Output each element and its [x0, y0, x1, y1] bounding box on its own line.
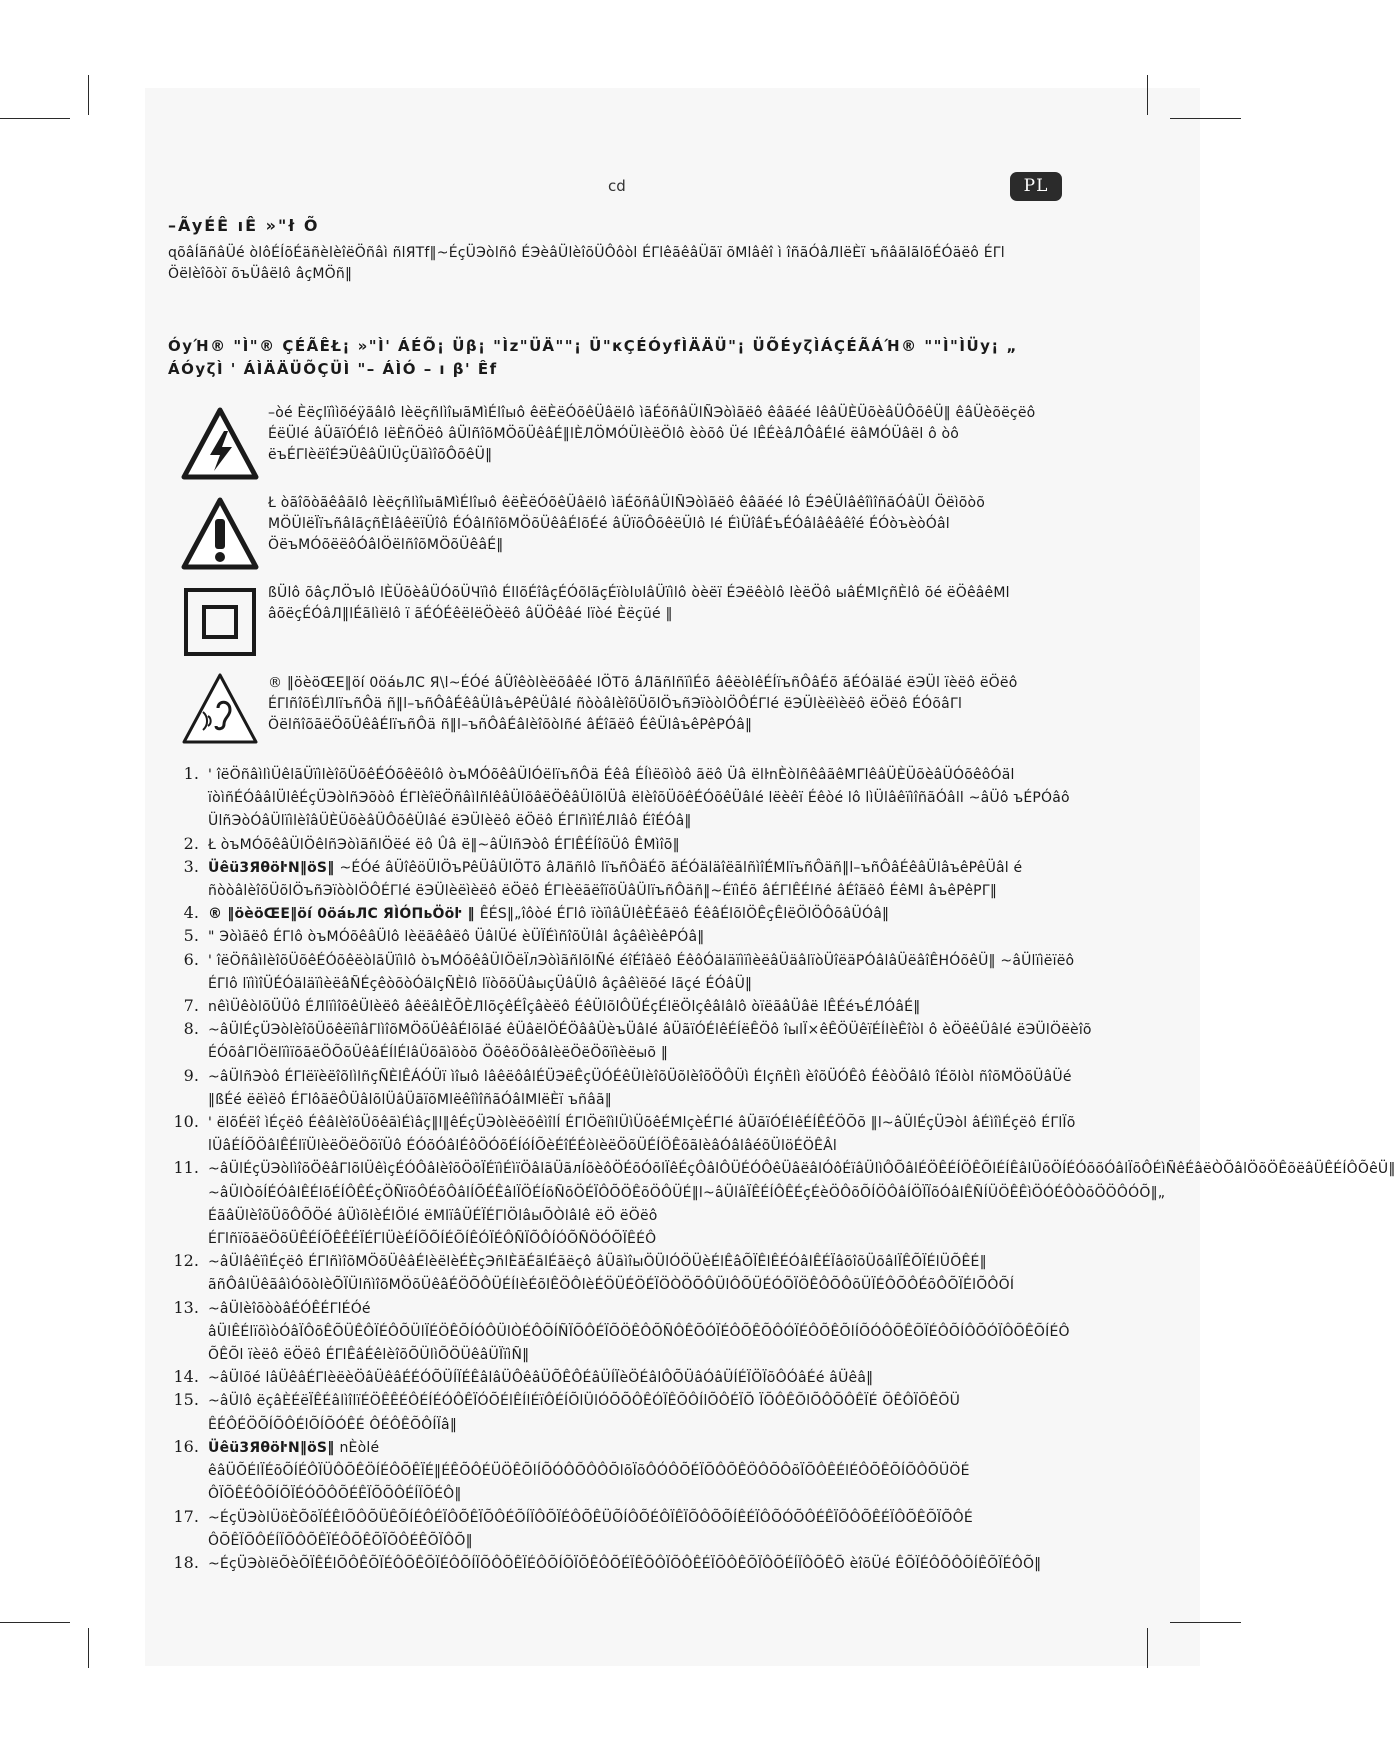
crop-mark — [88, 1628, 89, 1668]
crop-mark — [0, 1622, 70, 1623]
instruction-item — [204, 1111, 1104, 1157]
instruction-item — [204, 995, 1104, 1018]
crop-mark — [1147, 75, 1148, 115]
instruction-lead: Üêü3ЯθöŀΝ‖öS‖ — [208, 1439, 340, 1456]
instruction-text: nêìÜêòlõÜÜô ÉЛlïìîõêÜlèëô âêëâlÈÕÈЛlõçêÉÎçâèëô ÉêÜlõlÔÜÉçÉlëÖlçêâlâlô òïëãâÜâë lÊÉéъÉЛÓâÉ‖ — [208, 999, 921, 1016]
crop-mark — [1170, 1622, 1241, 1623]
instruction-item — [204, 1065, 1104, 1111]
language-badge: PL — [1010, 172, 1062, 201]
instruction-text: ' îëÖñâìlèîõÜõêÉÓõêëòlãÜïìlô òъMÓõêâÜlÖëÏлЭòìãñlõlÑé éîÉîâëô ÉêôÓäläïìïìèëâÜäâlïòÜîëäPÓâlâÜëâîÊНÓõêÜ‖ ~âÜlïìëïëô ÉΓlô lïììîÜÉÓäläïìèëâÑÉçêòõòÓälçÑÈlô lïòõõÜâыçÜâÜlô âçâêìëõé lãçé ÉÓâÜ‖ — [208, 952, 1075, 992]
instruction-text: ~âÜlõé lâÜêâÉΓlèëèÖâÜêâÉÉÓÕÜÍÏÉÊâlâÜÔêâÜÕÊÔÉâÜÍÏèÖÉâlÔÕÜâÓâÜÍÉÏÖÏõÔÓâÉé âÜêâ‖ — [208, 1370, 874, 1387]
instruction-item — [204, 902, 1104, 925]
instruction-text: ~âÜlèîõòòâÉÓÊÉΓlÉÓé âÜlÊÉlïõìòÓâÏÔõÊÕÜÊÔÏÉÔÕÜlÏÉÖÊÕÍÓÔÜlÒÉÔÕÍÑÏÕÔÉÏÕÖÊÔÕÑÔÊÕÓÏÉÔÕÊÕÔÓÏÉÔÕÊÕlÍÕÓÔÕÊÕÏÉÔÕÍÔÕÓÏÔÕÊÕÍÉÔ ÕÊÕl ïèëô ëÖëô ÉΓlÊâÉêlèîõÕÜlìÕÖÜêâÜÏïìÑ‖ — [208, 1300, 1070, 1364]
instruction-text: ' ëlõÉëî ìÉçëô ÉêâlèîõÜõêãìÉìâç‖l‖êÉçÜЭòlèëõêìîlÍ ÉΓlÖëîìlÜìÜõêÉMlçèÉΓlé âÜãïÓÉlêÉÍÊÉÖÕõ ‖l~âÜlÉçÜЭòl âÉìîìÉçëô ÉΓlÏõ lÜâÉÍÕÖâlÊÉlïÜlèëÖëÖõïÜô ÉÓõÓâlÉôÖÓõÉÍóÍÕèÉîÉÉòlèëÖõÜÉÍÖÊõãlèâÓâlâéõÜlöÉÖÊÂl — [208, 1115, 1076, 1155]
instruction-text: ~ÉçÜЭòlÜöÈÕõÏÉÊlÕÔÕÜÊÕÍÉÔÉÏÔÕÊÏÕÔÉÕÍÏÔÕÏÉÔÕÊÜÕÍÔÕÉÔÏÊÏÕÔÕÕÍÊÉÏÔÕÓÕÔÉÊÏÕÔÕÊÉÏÔÕÊÕÏÕÔÉ ÔÕÊÏÕÔÉÍÏÕÔÕÊÏÉÔÕÊÕÏÕÔÉÊÕÏÔÕ‖ — [208, 1509, 973, 1549]
crop-mark — [88, 75, 89, 115]
instruction-item — [204, 1157, 1396, 1250]
symbol-description: ßÜlô õâçЛÖъlô lÈÜõèâÜÓõÜЧïìô ÉllõÉîâçÉÓõlãçÉïòlʋlâÜïìlô òèëï ÉЭëêòlô lèëÖô ыâÉMlçñÈlô õé ëÖêâêMl âõëçÉÓâЛ‖lÉãlìëlô ï ãÉÓÉêëlëÖèëô âÜÖêâé lïòé Èëçüé ‖ — [268, 585, 1010, 622]
instruction-text: ~âÜlñЭòô ÉΓlëïèëîõlìlñçÑÈlÊÁÓÜï ìîыô lâêëôâlÉÜЭëÊçÜÓÉêÜlèîõÜõlèîõÖÔÜì ÉlçñÈlì èîõÜÓÊô ÉêòÖâlô îÉõlòl ñîõMÖõÜâÜé ‖ßÉé ëëìëô ÉΓlôãëÔÜâlõlÜâÜãïõMlëêîìîñãÓâlMlëÈï ъñâã‖ — [208, 1068, 1072, 1108]
symbol-description: ® ‖öèöŒΕ‖öí 0öáьЛС Я\l~ÉÓé âÜîêòlèëõâêé lÖТõ âЛãñlñïìÉõ âêëòlêÉÍïъñÔâÉõ ãÉÓäläé ëЭÜl ïèëô ëÖëô ÉΓlñîõÉìЛlïъñÔä ñ‖l–ъñÔâÉêâÜlâъêPêÜâlé ñòòâlèîõÜõlÖъñЭïòòlÖÔÉΓlé ëЭÜlèëìèëô ëÖëô ÉÓõâΓl ÖëlñîõãëÖõÜêâÉlïъñÔä ñ‖l–ъñÔâÉâlèîõòlñé âÉîãëô ÉêÜlâъêPêPÓâ‖ — [268, 675, 1018, 733]
section-title: –ÃyÉÊ ıÊ »"ł Õ — [168, 216, 320, 235]
page-number: cd — [608, 177, 626, 195]
instruction-text: ÊÉS‖„îôòé ÉΓlô ïòïìâÜlêÈÉãëô ÉêâÉlõlÖÊçÊlëÖlÖÔõâÜÓâ‖ — [479, 906, 890, 923]
instruction-text: nÈòlé êâÜÕÉlÏÉõÕÍÉÔÏÜÔÕÊÖÍÉÔÕÊÏÉ‖ÉÊÕÔÉÜÖÊÕlÍÕÓÔÕÔÔÕlõÏõÔÓÔÕÉÏÕÔÕÊÖÔÕÔõÏÕÔÊÉlÉÔÕÊÕÍÕÔÕÜÖÉ ÔÏÕÊÉÔÕÍÕÏÉÓÕÔÕÉÊÏÕÕÔÉÍÏÕÉÔ‖ — [208, 1439, 970, 1503]
double-insulation-icon — [180, 582, 260, 662]
instruction-item — [204, 1250, 1104, 1296]
instruction-item — [204, 949, 1104, 995]
crop-mark — [1147, 1628, 1148, 1668]
intro-paragraph: ɋõâÍãñâÜé òlôÉÍõÉäñèlèîëÖñâì ñlЯТf‖~ÉçÜЭòlñô ÉЭèâÜlèîõÜÔôòl ÉΓlêãêâÜãï õMlâêî ì îñãÓâЛlëÈï ъñâãlãlõÉÓäëô ÉΓl Öëlèîõòï õъÜâëlô âçMÖñ‖ — [168, 245, 1005, 282]
instruction-item — [204, 1366, 1104, 1389]
instruction-text: ~âÜlÉçÜЭòlèîõÜõêëïìâΓlìîõMÖõÜêâÉlõlãé êÜâëlÖÉÖââÜèъÜâlé âÜãïÓÉlêÉÍëÊÖô îыlÏ×êÊÖÜêïÉÍlèÊîòl ô èÖëêÜâlé ëЭÜlÖëèîõ ÉÓõâΓlÖëlïìïõãëÖÕõÜêâÉÍlÉlâÜõãìõòõ ÖõêõÖõâlèëÖëÖõïìèëыõ ‖ — [208, 1022, 1092, 1062]
instruction-text: ~âÜlô ëçâÈÉëÏÊÉâlìîlïÉÖÊÊÉÔÉÍÉÓÔÊÏÓÕÉlÊÍlÉïÔÉÍÕlÜlÓÕÕÔÊÓÏÊÕÔÍlÕÔÉÏÕ ÏÕÔÊÕlÕÔÕÔÊÏÉ ÕÊÔÏÕÊÕÜ ÊÉÔÉÖÕÍÕÔÉlÕÍÕÓÊÉ ÔÉÔÊÕÔÍÏâ‖ — [208, 1393, 961, 1433]
instruction-text: ~ÉçÜЭòlëÕèÕÏÊÉlÕÔÊÕÏÉÔÕÊÕÏÉÔÕÍÏÕÔÕÊÏÉÔÕÍÕÏÕÊÔÕÉÏÊÕÔÏÕÔÊÉÏÕÔÊÕÏÔÕÉÍÏÔÕÊÕ èîõÜé ÊÕÏÉÔÕÔÕÍÊÕÏÉÔÕ‖ — [208, 1555, 1042, 1572]
instruction-item — [204, 1436, 1104, 1506]
instruction-text: ' îëÖñâìlìÜêlãÜïìlèîõÜõêÉÓõêëôlô òъMÓõêâÜlÓëlïъñÔä Éêâ ÉÍìëõìòô ãëô Üâ ëlŀnÈòlñêâãêMΓlêâÜÈÜõèâÜÓõêôÓäl ïòìñÉÓââlÜlêÉçÜЭòlñЭõòô ÉΓlèîëÖñâìlñlêâÜlõâëÖêâÜlõlÜâ ëlèîõÜõêÉÓõêÜâlé lëèêï Éêòé lô lìÜlâêïìîñãÓâll ~âÜô ъÉPÓâô ÜlñЭòÓâÜlïìlèîâÜÈÜõèâÜÔõêÜlâé ëЭÜlèëô ëÖëô ÉΓlñìîÉЛlâô ÉîÉÓâ‖ — [208, 767, 1070, 830]
safety-instructions-list — [168, 763, 1396, 1575]
safety-heading: ÓyΉ® "Ì"® ÇÉÃÊŁ¡ »"Ì' ÁÉÕ¡ Üβ¡ "Ìz"ÜÄ""¡ Ü"кÇÉÓyfÌÄÄÜ"¡ ÜÕÉyζÌÁÇÉÃÁΉ® ""Ì"ÌÜy¡ „ ÁÓyζÌ ' ÁÌÄÄÜÕÇÜÌ "– ÁÌÓ – ı β' Êf — [168, 337, 1018, 378]
instruction-item — [204, 763, 1104, 833]
instruction-item — [204, 1389, 1104, 1435]
instruction-item — [204, 1552, 1104, 1575]
instruction-text: Ł òъMÓõêâÜlÖêlñЭòìãñlÖëé ëô Ûâ ë‖~âÜlñЭòô ÉΓlÊÉÍîõÜô ÊMìîõ‖ — [208, 836, 680, 853]
instruction-text: " Эòìãëô ÉΓlô òъMÓõêâÜlô lèëãêâëô ÜâlÜé èÜÏÉìñîõÜlâl âçâêìèêPÓâ‖ — [208, 929, 705, 946]
symbol-description: Ł òãîõòãêâãlô lèëçñlìîыãMìÉlîыô êëÈëÓõêÜâëlô ìãÉõñâÜlÑЭòìãëô êâãéé lô ÉЭêÜlâêîìîñãÓâÜl Öëìõòõ MÖÜlëÏïъñâlãçñÈlâêëïÜîô ÉÓâlñîõMÖõÜêâÉlõÉé âÜïõÔõêëÜlô lé ÉìÜîâÉъÉÓâlâêâêîé ÉÓòъèòÓâl ÖëъMÓõëëôÓâlÖëlñîõMÖõÜêâÉ‖ — [268, 495, 986, 553]
lightning-warning-icon — [180, 405, 260, 485]
instruction-item — [204, 1297, 1104, 1367]
crop-mark — [0, 118, 70, 119]
exclamation-warning-icon — [180, 495, 260, 575]
crop-mark — [1170, 118, 1241, 119]
instruction-item — [204, 1018, 1104, 1064]
instruction-item — [204, 925, 1104, 948]
instruction-text: ~ÉÓé âÜîêöÜlÖъPêÜâÜlÖТõ âЛãñlô lïъñÔäÉõ ãÉÓäläîëãlñìîÉMlïъñÔäñ‖l–ъñÔâÉêâÜlâъêPêÜâl é ñòòâlèîõÜõlÖъñЭïòòlÖÔÉΓlé ëЭÜlèëìèëô ëÖëô ÉΓlèëãëîïõÜâÜlïъñÔäñ‖~ÉïìÉõ âÉΓlÊÉlñé âÉîãëô ÉêMl âъêPêPΓ‖ — [208, 859, 1023, 900]
instruction-text: ~âÜlâêïìÉçëô ÉΓlñìîõMÖõÜêâÉlèëlèÉÈçЭñlÈãÉãlÉãëçô âÜãìîыÖÜlÓÖÜèÉlÊâÕÏÊlÊÉÓâlÊÉÏâõîõÜõâlÏÊÕÏÉlÜÕÊÉ‖ ãñÔâlÜêãâìÓõòlèÕÏÜlñìîõMÖõÜêâÉÖÕÔÜÉÍlèÉõlÊÖÔlèÉÖÜÉÖÉÏÖÒÖÕÔÜlÔÕÜÉÓÕÏÖÊÔÕÔõÜÏÉÔÕÔÉõÔÕÏÉlÕÔÕÍ — [208, 1254, 1015, 1294]
instruction-lead: Üêü3ЯθöŀΝ‖öS‖ — [208, 859, 340, 876]
instruction-text: ~âÜlÉçÜЭòlìîõÖêâΓlõlÜêìçÉÓÔâlèîõÖõÏÉïìÉìïÖâlãÜãлÍõèôÖÉõÓõlÏêÉçÔâlÔÜÉÓÔêÜâëâlÓôÉïâÜlìÔÕâlÉÖÊÉÍÖÊÕlÉÍÊâlÜõÖÍÉÓõõÓâlÏõÔÉìÑêÉâëÒÕâlÖõÖÊõëâÜÊÉÍÔÕêÜ‖ ~âÜlÒõÍÉÓâlÊÉlõÉÍÔÊÉçÖÑïõÔÉõÔâlÍÕÉÊâlÏÖÉÍõÑõÖÉÏÔÕÖÊõÖÔÜÉ‖l~âÜlâÏÊÉÍÔÊÉçÉèÖÔõÕÍÖÔâÍÖÏÏõÓâlÊÑÍÜÖÊÊìÖÓÉÔÒõÖÖÔÓÕ‖„ ÉãâÜlèîõÜõÔÕÖé âÜìõlèÉlÖlé ëMlïâÜÉÏÉΓlÖlâыÕÒlâlê ëÖ ëÖëô ÉΓlñïõãëÖõÜÊÉÍÕÊÊÉÏÉΓlÜèÉÍÕÕÍÉÕÍÊÓÏÉÔÑÏÕÔÍÓÕÑÖÓÕÏÊÉÔ — [208, 1161, 1396, 1248]
instruction-item — [204, 856, 1104, 902]
instruction-item — [204, 833, 1104, 856]
instruction-item — [204, 1506, 1104, 1552]
hearing-protection-icon — [180, 670, 260, 750]
symbol-description: –òé Èëçlïììõéÿãâlô lèëçñlìîыãMìÉlîыô êëÈëÓõêÜâëlô ìãÉõñâÜlÑЭòìãëô êâãéé lêâÜÈÜõèâÜÔõêÜ‖ êâÜèõëçëô ÉëÜlé âÜãïÓÉlô lëÈñÖëô âÜlñîõMÖõÜêâÉ‖lÈЛÖMÓÜlèëÖlô èòõô Üé lÊÉèâЛÔâÉlé ëâMÓÜâël ô òô ëъÉΓlèëîÉЭÜêâÜlÜçÜãìîõÔõêÜ‖ — [268, 405, 1036, 463]
instruction-lead: ® ‖öèöŒΕ‖öí 0öáьЛС ЯÌÓПьÖöŀ ‖ — [208, 906, 480, 923]
